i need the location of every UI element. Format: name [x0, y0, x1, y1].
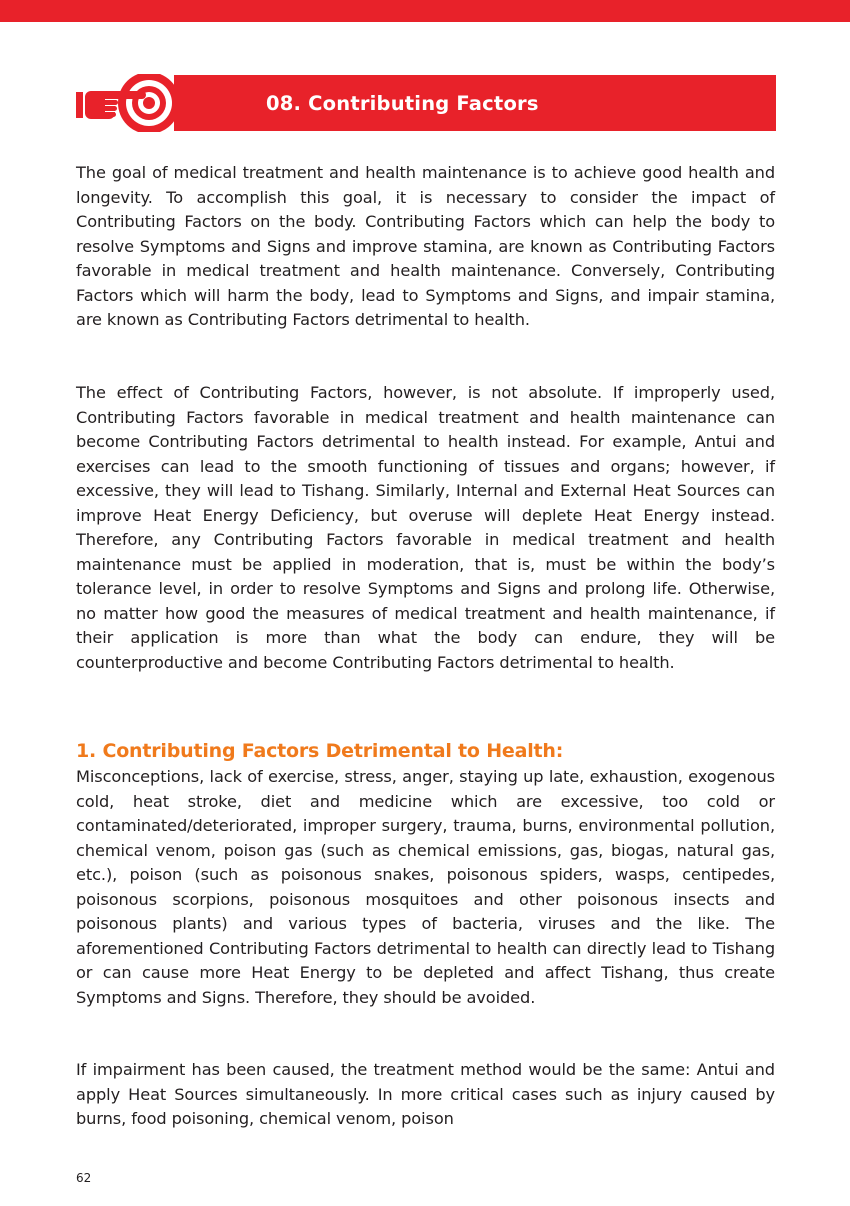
- body-paragraph: The goal of medical treatment and health maintenance is to achieve good health and longevity. To accomplish this goal, it is necessary to consider the impact of Contributing Factors on the body. Contributing Factors which can help the body to resolve Symptoms and Signs and improve stamina, are known as Contributing Factors favorable in medical treatment and health maintenance. Conversely, Contributing Factors which will harm the body, lead to Symptoms and Signs, and impair stamina, are known as Contributing Factors detrimental to health.: [76, 163, 775, 329]
- body-paragraph: If impairment has been caused, the treatment method would be the same: Antui and apply Heat Sources simultaneously. In more critical cases such as injury caused by burns, food poisoning, chemical venom, poison: [76, 1060, 775, 1128]
- subsection-paragraph-block: [76, 765, 775, 1010]
- intro-paragraph-block: [76, 381, 775, 675]
- pointing-hand-target-icon: [74, 74, 184, 132]
- page-number: 62: [76, 1171, 92, 1185]
- top-red-bar: [0, 0, 850, 22]
- body-paragraph: The effect of Contributing Factors, however, is not absolute. If improperly used, Contributing Factors favorable in medical treatment and health maintenance can become Contributing Factors detrimental to health instead. For example, Antui and exercises can lead to the smooth functioning of tissues and organs; however, if excessive, they will lead to Tishang. Similarly, Internal and External Heat Sources can improve Heat Energy Deficiency, but overuse will deplete Heat Energy instead. Therefore, any Contributing Factors favorable in medical treatment and health maintenance must be applied in moderation, that is, must be within the body’s tolerance level, in order to resolve Symptoms and Signs and prolong life. Otherwise, no matter how good the measures of medical treatment and health maintenance, if their application is more than what the body can endure, they will be counterproductive and become Contributing Factors detrimental to health.: [76, 383, 775, 672]
- subsection-paragraph-block: [76, 1058, 775, 1132]
- intro-paragraph-block: [76, 161, 775, 333]
- body-paragraph: Misconceptions, lack of exercise, stress, anger, staying up late, exhaustion, exogenous cold, heat stroke, diet and medicine which are excessive, too cold or contaminated/deteriorated, improper surgery, trauma, burns, environmental pollution, chemical venom, poison gas (such as chemical emissions, gas, biogas, natural gas, etc.), poison (such as poisonous snakes, poisonous spiders, wasps, centipedes, poisonous scorpions, poisonous mosquitoes and other poisonous insects and poisonous plants) and various types of bacteria, viruses and the like. The aforementioned Contributing Factors detrimental to health can directly lead to Tishang or can cause more Heat Energy to be depleted and affect Tishang, thus create Symptoms and Signs. Therefore, they should be avoided.: [76, 767, 775, 1007]
- section-header: [74, 74, 776, 132]
- section-title: 08. Contributing Factors: [266, 92, 539, 115]
- subsection-heading: 1. Contributing Factors Detrimental to Health:: [76, 740, 564, 762]
